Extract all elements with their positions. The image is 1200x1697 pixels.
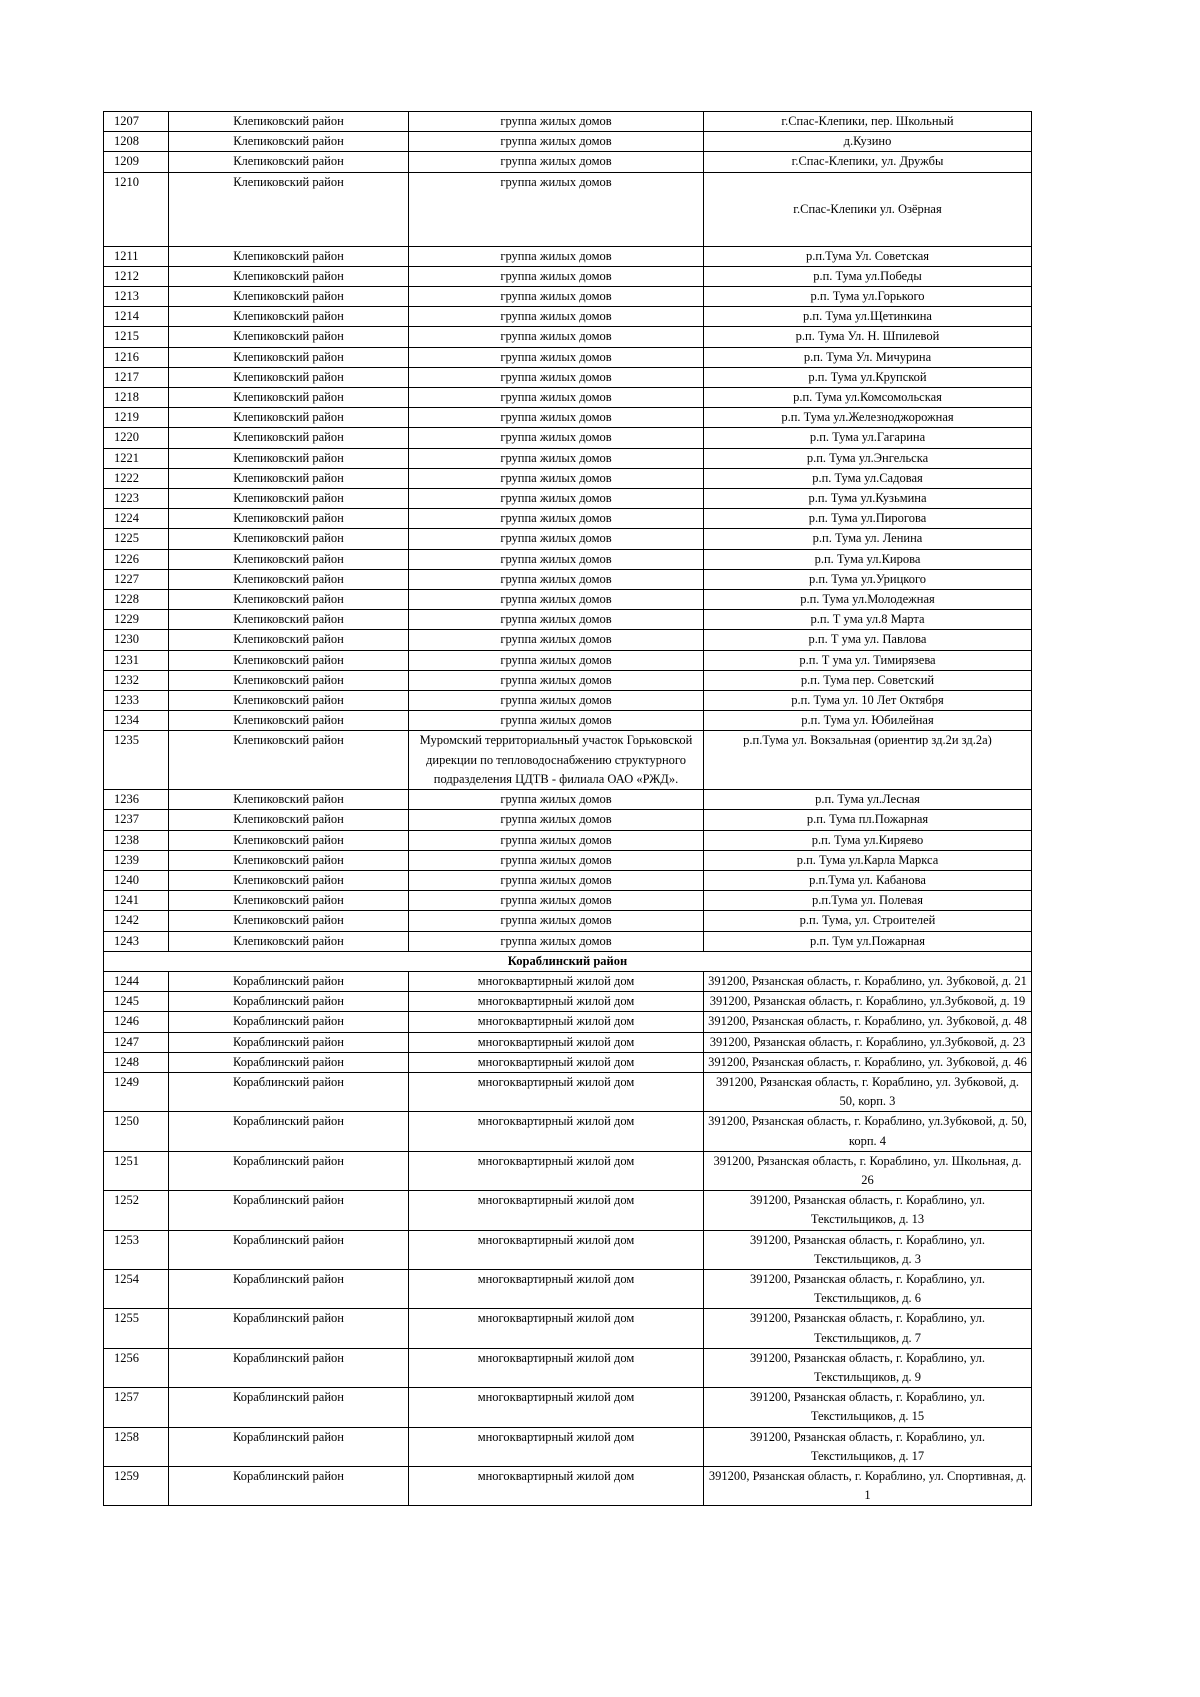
table-row <box>104 790 1032 810</box>
row-number: 1252 <box>104 1191 169 1230</box>
object-type-cell: группа жилых домов <box>409 132 704 152</box>
object-type-cell: группа жилых домов <box>409 610 704 630</box>
address-cell: р.п. Т ума ул. Тимирязева <box>704 650 1032 670</box>
object-type-cell: группа жилых домов <box>409 790 704 810</box>
table-row <box>104 448 1032 468</box>
row-number: 1251 <box>104 1151 169 1190</box>
row-number: 1225 <box>104 529 169 549</box>
address-cell: р.п.Тума ул. Полевая <box>704 891 1032 911</box>
district-cell: Клепиковский район <box>169 731 409 790</box>
address-cell: р.п. Тума ул.Кирова <box>704 549 1032 569</box>
object-type-cell: многоквартирный жилой дом <box>409 1012 704 1032</box>
row-number: 1221 <box>104 448 169 468</box>
table-row <box>104 870 1032 890</box>
district-cell: Клепиковский район <box>169 529 409 549</box>
address-cell: 391200, Рязанская область, г. Кораблино, ул. Зубковой, д. 50, корп. 3 <box>704 1072 1032 1111</box>
row-number: 1218 <box>104 388 169 408</box>
district-cell: Клепиковский район <box>169 246 409 266</box>
district-cell: Кораблинский район <box>169 1467 409 1506</box>
table-row <box>104 489 1032 509</box>
address-cell: 391200, Рязанская область, г. Кораблино, ул.Зубковой, д. 19 <box>704 992 1032 1012</box>
section-header-row <box>104 951 1032 971</box>
district-cell: Кораблинский район <box>169 1191 409 1230</box>
table-row <box>104 152 1032 172</box>
district-cell: Кораблинский район <box>169 1072 409 1111</box>
table-row <box>104 1012 1032 1032</box>
district-cell: Клепиковский район <box>169 790 409 810</box>
table-row <box>104 468 1032 488</box>
table-row <box>104 850 1032 870</box>
address-cell: 391200, Рязанская область, г. Кораблино, ул. Текстильщиков, д. 3 <box>704 1230 1032 1269</box>
district-cell: Кораблинский район <box>169 1012 409 1032</box>
row-number: 1223 <box>104 489 169 509</box>
row-number: 1235 <box>104 731 169 790</box>
table-row <box>104 246 1032 266</box>
object-type-cell: группа жилых домов <box>409 327 704 347</box>
district-cell: Кораблинский район <box>169 1427 409 1466</box>
district-cell: Клепиковский район <box>169 448 409 468</box>
address-cell: г.Спас-Клепики, ул. Дружбы <box>704 152 1032 172</box>
table-row <box>104 1230 1032 1269</box>
address-cell: 391200, Рязанская область, г. Кораблино, ул. Текстильщиков, д. 9 <box>704 1348 1032 1387</box>
object-type-cell: группа жилых домов <box>409 307 704 327</box>
table-row <box>104 971 1032 991</box>
object-type-cell: многоквартирный жилой дом <box>409 1348 704 1387</box>
table-row <box>104 1388 1032 1427</box>
district-cell: Клепиковский район <box>169 850 409 870</box>
section-header: Кораблинский район <box>104 951 1032 971</box>
row-number: 1215 <box>104 327 169 347</box>
district-cell: Клепиковский район <box>169 112 409 132</box>
district-cell: Кораблинский район <box>169 1151 409 1190</box>
object-type-cell: многоквартирный жилой дом <box>409 971 704 991</box>
row-number: 1233 <box>104 691 169 711</box>
object-type-cell: группа жилых домов <box>409 489 704 509</box>
address-cell: 391200, Рязанская область, г. Кораблино, ул. Школьная, д. 26 <box>704 1151 1032 1190</box>
district-cell: Клепиковский район <box>169 509 409 529</box>
address-cell: р.п. Тума ул.Энгельска <box>704 448 1032 468</box>
klepiki-rows <box>104 112 1032 952</box>
address-cell: р.п. Тума ул.Щетинкина <box>704 307 1032 327</box>
object-type-cell: группа жилых домов <box>409 428 704 448</box>
address-cell: р.п. Тум ул.Пожарная <box>704 931 1032 951</box>
row-number: 1240 <box>104 870 169 890</box>
row-number: 1243 <box>104 931 169 951</box>
table-row <box>104 509 1032 529</box>
object-type-cell: группа жилых домов <box>409 630 704 650</box>
row-number: 1213 <box>104 287 169 307</box>
object-type-cell: группа жилых домов <box>409 347 704 367</box>
address-cell: 391200, Рязанская область, г. Кораблино, ул. Текстильщиков, д. 17 <box>704 1427 1032 1466</box>
object-type-cell: группа жилых домов <box>409 448 704 468</box>
district-cell: Клепиковский район <box>169 388 409 408</box>
address-cell: р.п. Тума ул.Комсомольская <box>704 388 1032 408</box>
district-cell: Клепиковский район <box>169 132 409 152</box>
table-row <box>104 590 1032 610</box>
address-cell: д.Кузино <box>704 132 1032 152</box>
district-cell: Клепиковский район <box>169 830 409 850</box>
address-cell: р.п. Тума ул. Ленина <box>704 529 1032 549</box>
row-number: 1254 <box>104 1269 169 1308</box>
address-cell: 391200, Рязанская область, г. Кораблино, ул. Текстильщиков, д. 13 <box>704 1191 1032 1230</box>
table-row <box>104 1269 1032 1308</box>
object-type-cell: многоквартирный жилой дом <box>409 1388 704 1427</box>
row-number: 1228 <box>104 590 169 610</box>
address-cell: р.п. Тума ул.Горького <box>704 287 1032 307</box>
row-number: 1237 <box>104 810 169 830</box>
row-number: 1238 <box>104 830 169 850</box>
object-type-cell: многоквартирный жилой дом <box>409 1151 704 1190</box>
address-cell: 391200, Рязанская область, г. Кораблино, ул.Зубковой, д. 23 <box>704 1032 1032 1052</box>
district-cell: Клепиковский район <box>169 172 409 246</box>
row-number: 1257 <box>104 1388 169 1427</box>
table-row <box>104 1151 1032 1190</box>
table-row <box>104 1052 1032 1072</box>
address-cell: р.п. Тума ул.Молодежная <box>704 590 1032 610</box>
address-cell: р.п. Тума, ул. Строителей <box>704 911 1032 931</box>
address-cell: р.п. Тума Ул. Н. Шпилевой <box>704 327 1032 347</box>
object-type-cell: группа жилых домов <box>409 468 704 488</box>
object-type-cell: группа жилых домов <box>409 850 704 870</box>
address-cell: р.п. Тума ул.Лесная <box>704 790 1032 810</box>
district-cell: Клепиковский район <box>169 711 409 731</box>
object-type-cell: многоквартирный жилой дом <box>409 992 704 1012</box>
row-number: 1232 <box>104 670 169 690</box>
table-row <box>104 891 1032 911</box>
object-type-cell: группа жилых домов <box>409 691 704 711</box>
district-cell: Кораблинский район <box>169 1230 409 1269</box>
object-type-cell: группа жилых домов <box>409 711 704 731</box>
district-cell: Кораблинский район <box>169 1032 409 1052</box>
address-cell: 391200, Рязанская область, г. Кораблино, ул. Зубковой, д. 46 <box>704 1052 1032 1072</box>
object-type-cell: многоквартирный жилой дом <box>409 1269 704 1308</box>
row-number: 1259 <box>104 1467 169 1506</box>
section-korablino <box>104 951 1032 971</box>
row-number: 1226 <box>104 549 169 569</box>
table-row <box>104 327 1032 347</box>
object-type-cell: группа жилых домов <box>409 670 704 690</box>
address-cell: р.п.Тума Ул. Советская <box>704 246 1032 266</box>
district-cell: Клепиковский район <box>169 911 409 931</box>
table-row <box>104 307 1032 327</box>
district-cell: Клепиковский район <box>169 810 409 830</box>
table-row <box>104 112 1032 132</box>
table-row <box>104 1427 1032 1466</box>
object-type-cell: группа жилых домов <box>409 891 704 911</box>
district-cell: Клепиковский район <box>169 307 409 327</box>
district-cell: Клепиковский район <box>169 569 409 589</box>
table-row <box>104 367 1032 387</box>
address-cell: р.п. Тума ул.Карла Маркса <box>704 850 1032 870</box>
row-number: 1249 <box>104 1072 169 1111</box>
table-row <box>104 1467 1032 1506</box>
row-number: 1208 <box>104 132 169 152</box>
table-row <box>104 569 1032 589</box>
object-type-cell: группа жилых домов <box>409 650 704 670</box>
address-cell: р.п. Тума ул.Садовая <box>704 468 1032 488</box>
object-type-cell: многоквартирный жилой дом <box>409 1309 704 1348</box>
row-number: 1244 <box>104 971 169 991</box>
row-number: 1219 <box>104 408 169 428</box>
object-type-cell: группа жилых домов <box>409 870 704 890</box>
district-cell: Кораблинский район <box>169 992 409 1012</box>
address-cell: р.п. Тума ул.Победы <box>704 266 1032 286</box>
address-cell: р.п. Тума пл.Пожарная <box>704 810 1032 830</box>
address-cell: р.п. Тума Ул. Мичурина <box>704 347 1032 367</box>
address-cell: р.п. Тума ул.Крупской <box>704 367 1032 387</box>
table-row <box>104 830 1032 850</box>
object-type-cell: многоквартирный жилой дом <box>409 1467 704 1506</box>
object-type-cell: многоквартирный жилой дом <box>409 1072 704 1111</box>
row-number: 1207 <box>104 112 169 132</box>
object-type-cell: многоквартирный жилой дом <box>409 1052 704 1072</box>
district-cell: Кораблинский район <box>169 1112 409 1151</box>
address-cell: р.п. Тума ул.Урицкого <box>704 569 1032 589</box>
district-cell: Клепиковский район <box>169 610 409 630</box>
row-number: 1217 <box>104 367 169 387</box>
table-row <box>104 1072 1032 1111</box>
row-number: 1239 <box>104 850 169 870</box>
row-number: 1247 <box>104 1032 169 1052</box>
object-type-cell: группа жилых домов <box>409 830 704 850</box>
object-type-cell: группа жилых домов <box>409 569 704 589</box>
object-type-cell: группа жилых домов <box>409 152 704 172</box>
row-number: 1258 <box>104 1427 169 1466</box>
row-number: 1234 <box>104 711 169 731</box>
object-type-cell: группа жилых домов <box>409 246 704 266</box>
object-type-cell: многоквартирный жилой дом <box>409 1427 704 1466</box>
table-row <box>104 408 1032 428</box>
district-cell: Клепиковский район <box>169 489 409 509</box>
district-cell: Клепиковский район <box>169 670 409 690</box>
row-number: 1231 <box>104 650 169 670</box>
district-cell: Клепиковский район <box>169 428 409 448</box>
district-cell: Кораблинский район <box>169 1348 409 1387</box>
row-number: 1230 <box>104 630 169 650</box>
korablino-rows <box>104 971 1032 1505</box>
table-row <box>104 1112 1032 1151</box>
district-cell: Кораблинский район <box>169 1309 409 1348</box>
district-cell: Клепиковский район <box>169 408 409 428</box>
address-table <box>103 111 1032 1506</box>
address-cell: 391200, Рязанская область, г. Кораблино, ул. Спортивная, д. 1 <box>704 1467 1032 1506</box>
object-type-cell: группа жилых домов <box>409 529 704 549</box>
row-number: 1229 <box>104 610 169 630</box>
district-cell: Клепиковский район <box>169 650 409 670</box>
address-cell: р.п.Тума ул. Вокзальная (ориентир зд.2и зд.2а) <box>704 731 1032 790</box>
row-number: 1250 <box>104 1112 169 1151</box>
row-number: 1248 <box>104 1052 169 1072</box>
district-cell: Клепиковский район <box>169 630 409 650</box>
row-number: 1211 <box>104 246 169 266</box>
address-cell: 391200, Рязанская область, г. Кораблино, ул. Текстильщиков, д. 15 <box>704 1388 1032 1427</box>
object-type-cell: Муромский территориальный участок Горьковской дирекции по тепловодоснабжению структурного подразделения ЦДТВ - филиала ОАО «РЖД». <box>409 731 704 790</box>
district-cell: Клепиковский район <box>169 468 409 488</box>
table-row <box>104 388 1032 408</box>
object-type-cell: группа жилых домов <box>409 810 704 830</box>
table-row <box>104 549 1032 569</box>
table-row <box>104 172 1032 246</box>
object-type-cell: группа жилых домов <box>409 388 704 408</box>
table-row <box>104 428 1032 448</box>
district-cell: Кораблинский район <box>169 1269 409 1308</box>
address-cell: г.Спас-Клепики, пер. Школьный <box>704 112 1032 132</box>
object-type-cell: группа жилых домов <box>409 911 704 931</box>
table-row <box>104 1348 1032 1387</box>
table-row <box>104 1191 1032 1230</box>
address-cell: р.п. Т ума ул.8 Марта <box>704 610 1032 630</box>
object-type-cell: группа жилых домов <box>409 287 704 307</box>
address-cell: 391200, Рязанская область, г. Кораблино, ул.Зубковой, д. 50, корп. 4 <box>704 1112 1032 1151</box>
district-cell: Кораблинский район <box>169 971 409 991</box>
district-cell: Клепиковский район <box>169 367 409 387</box>
object-type-cell: группа жилых домов <box>409 367 704 387</box>
district-cell: Клепиковский район <box>169 327 409 347</box>
address-cell: р.п.Тума ул. Кабанова <box>704 870 1032 890</box>
address-cell: р.п. Тума ул.Пирогова <box>704 509 1032 529</box>
district-cell: Клепиковский район <box>169 152 409 172</box>
row-number: 1209 <box>104 152 169 172</box>
address-cell: р.п. Тума ул. Юбилейная <box>704 711 1032 731</box>
row-number: 1245 <box>104 992 169 1012</box>
table-row <box>104 610 1032 630</box>
table-row <box>104 992 1032 1012</box>
table-row <box>104 1032 1032 1052</box>
row-number: 1255 <box>104 1309 169 1348</box>
row-number: 1224 <box>104 509 169 529</box>
row-number: 1212 <box>104 266 169 286</box>
address-cell: р.п. Тума пер. Советский <box>704 670 1032 690</box>
row-number: 1216 <box>104 347 169 367</box>
address-cell: р.п. Тума ул. 10 Лет Октября <box>704 691 1032 711</box>
row-number: 1241 <box>104 891 169 911</box>
row-number: 1214 <box>104 307 169 327</box>
address-cell: 391200, Рязанская область, г. Кораблино, ул. Зубковой, д. 21 <box>704 971 1032 991</box>
district-cell: Клепиковский район <box>169 287 409 307</box>
address-cell: 391200, Рязанская область, г. Кораблино, ул. Зубковой, д. 48 <box>704 1012 1032 1032</box>
table-row <box>104 650 1032 670</box>
district-cell: Клепиковский район <box>169 691 409 711</box>
district-cell: Клепиковский район <box>169 931 409 951</box>
row-number: 1222 <box>104 468 169 488</box>
district-cell: Клепиковский район <box>169 891 409 911</box>
table-row <box>104 931 1032 951</box>
row-number: 1253 <box>104 1230 169 1269</box>
object-type-cell: группа жилых домов <box>409 112 704 132</box>
row-number: 1242 <box>104 911 169 931</box>
row-number: 1220 <box>104 428 169 448</box>
table-row <box>104 810 1032 830</box>
table-row <box>104 529 1032 549</box>
object-type-cell: группа жилых домов <box>409 590 704 610</box>
table-row <box>104 630 1032 650</box>
object-type-cell: группа жилых домов <box>409 509 704 529</box>
object-type-cell: группа жилых домов <box>409 172 704 246</box>
row-number: 1256 <box>104 1348 169 1387</box>
table-row <box>104 266 1032 286</box>
table-row <box>104 132 1032 152</box>
table-row <box>104 1309 1032 1348</box>
district-cell: Кораблинский район <box>169 1388 409 1427</box>
district-cell: Клепиковский район <box>169 549 409 569</box>
district-cell: Клепиковский район <box>169 347 409 367</box>
address-cell: р.п. Тума ул.Киряево <box>704 830 1032 850</box>
row-number: 1246 <box>104 1012 169 1032</box>
address-cell: р.п. Т ума ул. Павлова <box>704 630 1032 650</box>
object-type-cell: группа жилых домов <box>409 408 704 428</box>
address-cell: 391200, Рязанская область, г. Кораблино, ул. Текстильщиков, д. 7 <box>704 1309 1032 1348</box>
table-row <box>104 731 1032 790</box>
district-cell: Кораблинский район <box>169 1052 409 1072</box>
object-type-cell: многоквартирный жилой дом <box>409 1112 704 1151</box>
address-cell: 391200, Рязанская область, г. Кораблино, ул. Текстильщиков, д. 6 <box>704 1269 1032 1308</box>
district-cell: Клепиковский район <box>169 590 409 610</box>
object-type-cell: многоквартирный жилой дом <box>409 1230 704 1269</box>
row-number: 1227 <box>104 569 169 589</box>
address-cell: р.п. Тума ул.Гагарина <box>704 428 1032 448</box>
address-cell: г.Спас-Клепики ул. Озёрная <box>704 172 1032 246</box>
address-cell: р.п. Тума ул.Железноджорожная <box>704 408 1032 428</box>
table-row <box>104 287 1032 307</box>
table-row <box>104 911 1032 931</box>
address-cell: р.п. Тума ул.Кузьмина <box>704 489 1032 509</box>
table-row <box>104 691 1032 711</box>
row-number: 1210 <box>104 172 169 246</box>
object-type-cell: группа жилых домов <box>409 266 704 286</box>
district-cell: Клепиковский район <box>169 266 409 286</box>
object-type-cell: многоквартирный жилой дом <box>409 1032 704 1052</box>
object-type-cell: группа жилых домов <box>409 549 704 569</box>
object-type-cell: группа жилых домов <box>409 931 704 951</box>
table-row <box>104 711 1032 731</box>
table-row <box>104 670 1032 690</box>
row-number: 1236 <box>104 790 169 810</box>
district-cell: Клепиковский район <box>169 870 409 890</box>
table-row <box>104 347 1032 367</box>
object-type-cell: многоквартирный жилой дом <box>409 1191 704 1230</box>
